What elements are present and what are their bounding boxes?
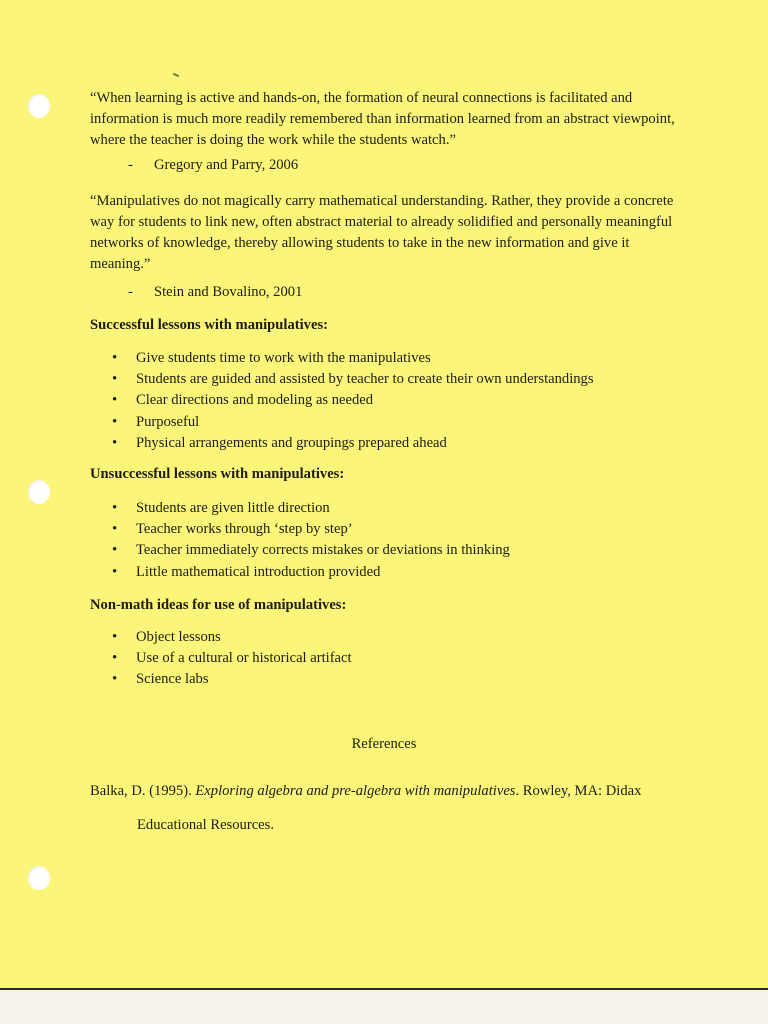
attribution-gregory-parry	[128, 157, 298, 174]
citation-book-title: Exploring algebra and pre-algebra with manipulatives	[195, 783, 516, 799]
list-item: • Physical arrangements and groupings prepared ahead	[112, 433, 594, 454]
quote-gregory-parry: “When learning is active and hands-on, the formation of neural connections is facilitated and information is much more readily remembered than information learned from an abstract viewpoint, where the teacher is doing the work while the students watch.”	[90, 90, 675, 148]
attribution-text: Gregory and Parry, 2006	[154, 157, 299, 173]
dash-bullet: -	[128, 284, 133, 300]
punch-hole-middle	[28, 480, 50, 504]
list-item: • Teacher immediately corrects mistakes or deviations in thinking	[112, 540, 510, 561]
dash-bullet: -	[128, 157, 133, 173]
list-item: • Little mathematical introduction provided	[112, 562, 510, 583]
list-successful-lessons	[112, 348, 594, 454]
list-item: • Purposeful	[112, 412, 594, 433]
heading-unsuccessful-lessons: Unsuccessful lessons with manipulatives:	[90, 466, 345, 482]
heading-nonmath-ideas: Non-math ideas for use of manipulatives:	[90, 597, 347, 613]
citation-author-year: Balka, D. (1995).	[90, 783, 196, 799]
list-item: • Give students time to work with the manipulatives	[112, 348, 594, 369]
citation-balka	[90, 783, 641, 800]
punch-hole-bottom	[28, 866, 50, 890]
list-item: • Teacher works through ‘step by step’	[112, 519, 510, 540]
scanner-background	[0, 990, 768, 1024]
citation-publisher: . Rowley, MA: Didax	[515, 783, 642, 799]
list-item: • Students are given little direction	[112, 498, 510, 519]
attribution-text: Stein and Bovalino, 2001	[154, 284, 303, 300]
attribution-stein-bovalino	[128, 284, 302, 301]
list-item: • Clear directions and modeling as needed	[112, 390, 594, 411]
heading-successful-lessons: Successful lessons with manipulatives:	[90, 317, 328, 333]
punch-hole-top	[28, 94, 50, 118]
references-title: References	[351, 736, 417, 752]
list-item: • Use of a cultural or historical artifact	[112, 648, 352, 669]
list-item: • Students are guided and assisted by teacher to create their own understandings	[112, 369, 594, 390]
quote-stein-bovalino: “Manipulatives do not magically carry mathematical understanding. Rather, they provide a concrete way for students to link new, often abstract material to already solidified and personally meaningful networks of knowledge, thereby allowing students to take in the new information and give it meaning.”	[90, 193, 674, 272]
list-item: • Science labs	[112, 669, 352, 690]
list-item: • Object lessons	[112, 627, 352, 648]
list-nonmath-ideas	[112, 627, 352, 691]
ink-smudge	[173, 73, 179, 77]
list-unsuccessful-lessons	[112, 498, 510, 583]
citation-continuation: Educational Resources.	[137, 817, 274, 833]
